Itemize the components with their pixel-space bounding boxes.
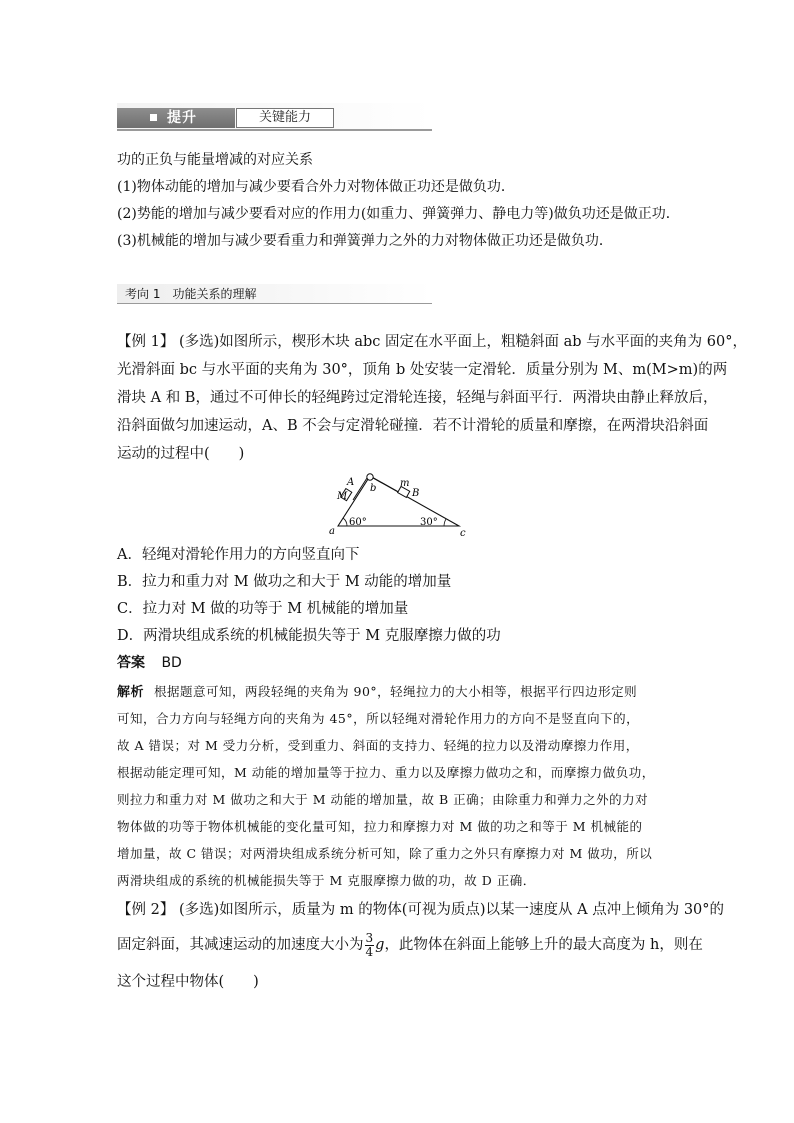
fraction-numerator: 3 [365,930,374,945]
example1-line: 光滑斜面 bc 与水平面的夹角为 30°，顶角 b 处安装一定滑轮．质量分别为 M、m(M>m)的两 [117,362,728,378]
example2-line [117,928,703,962]
analysis-line: 根据动能定理可知，M 动能的增加量等于拉力、重力以及摩擦力做功之和，而摩擦力做负功， [117,765,655,780]
section-banner-divider [117,129,432,131]
analysis-line: 则拉力和重力对 M 做功之和大于 M 动能的增加量，故 B 正确；由除重力和弹力之外的力对 [117,792,649,807]
section-banner-tag [117,108,235,128]
analysis-line [117,678,637,707]
vertex-label: b [370,483,377,494]
vertex-label: a [329,526,335,537]
section-banner-title: 关键能力 [236,108,334,128]
vertex-label: c [460,528,466,539]
example2-line: 这个过程中物体( ) [117,974,259,990]
option-c: C．拉力对 M 做的功等于 M 机械能的增加量 [117,601,409,617]
answer-label: 答案 [117,655,145,671]
analysis-line: 可知，合力方向与轻绳方向的夹角为 45°，所以轻绳对滑轮作用力的方向不是竖直向下的， [117,711,640,726]
intro-item: (2)势能的增加与减少要看对应的作用力(如重力、弹簧弹力、静电力等)做负功还是做正功． [117,206,680,222]
fraction-denominator: 4 [365,944,374,959]
example1-line: 运动的过程中( ) [117,446,245,462]
analysis-text: 根据题意可知，两段轻绳的夹角为 90°，轻绳拉力的大小相等，根据平行四边形定则 [154,684,638,699]
answer-row [117,651,182,675]
analysis-line: 物体做的功等于物体机械能的变化量可知，拉力和摩擦力对 M 做的功之和等于 M 机械能的 [117,819,643,834]
section-banner-tag-label: 提升 [167,110,197,126]
option-a: A．轻绳对滑轮作用力的方向竖直向下 [117,547,360,563]
intro-item: (3)机械能的增加与减少要看重力和弹簧弹力之外的力对物体做正功还是做负功． [117,233,613,249]
analysis-line: 增加量，故 C 错误；对两滑块组成系统分析可知，除了重力之外只有摩擦力对 M 做功，所以 [117,846,653,861]
angle-label: 30° [420,517,438,528]
example1-line: 滑块 A 和 B，通过不可伸长的轻绳跨过定滑轮连接，轻绳与斜面平行．两滑块由静止释放后， [117,390,718,406]
block-name-label: A [347,477,355,488]
example1-line: 【例 1】 (多选)如图所示，楔形木块 abc 固定在水平面上，粗糙斜面 ab 与水平面的夹角为 60°， [117,334,747,350]
square-bullet-icon [150,114,157,121]
rope-right [373,478,398,492]
example1-line: 沿斜面做匀加速运动，A、B 不会与定滑轮碰撞．若不计滑轮的质量和摩擦，在两滑块沿斜面 [117,418,709,434]
block-mass-label: m [400,478,410,489]
option-b: B．拉力和重力对 M 做功之和大于 M 动能的增加量 [117,574,452,590]
example2-line: 【例 2】 (多选)如图所示，质量为 m 的物体(可视为质点)以某一速度从 A 点冲上倾角为 30°的 [117,902,725,918]
example2-text: 固定斜面，其减速运动的加速度大小为 [117,937,364,953]
block-name-label: B [412,488,420,499]
angle-label: 60° [349,517,367,528]
answer-value: BD [161,655,182,671]
block-mass-label: M [337,491,348,502]
subsection-heading [117,284,432,304]
intro-title: 功的正负与能量增减的对应关系 [117,152,313,168]
angle-arc-left [343,518,347,526]
analysis-line: 故 A 错误；对 M 受力分析，受到重力、斜面的支持力、轻绳的拉力以及滑动摩擦力作用， [117,738,639,753]
fraction [365,932,375,959]
wedge-figure [320,470,480,540]
option-d: D．两滑块组成系统的机械能损失等于 M 克服摩擦力做的功 [117,628,501,644]
fraction-variable: g [375,937,385,953]
intro-item: (1)物体动能的增加与减少要看合外力对物体做正功还是做负功． [117,179,515,195]
subsection-heading-label: 考向 1 功能关系的理解 [125,287,257,301]
angle-arc-right [444,519,446,526]
analysis-label: 解析 [117,685,145,700]
pulley-icon [367,474,373,480]
analysis-line: 两滑块组成的系统的机械能损失等于 M 克服摩擦力做的功，故 D 正确． [117,873,536,888]
subsection-divider [117,303,432,304]
example2-text: ，此物体在斜面上能够上升的最大高度为 h，则在 [384,937,703,953]
rope-left [353,478,367,500]
